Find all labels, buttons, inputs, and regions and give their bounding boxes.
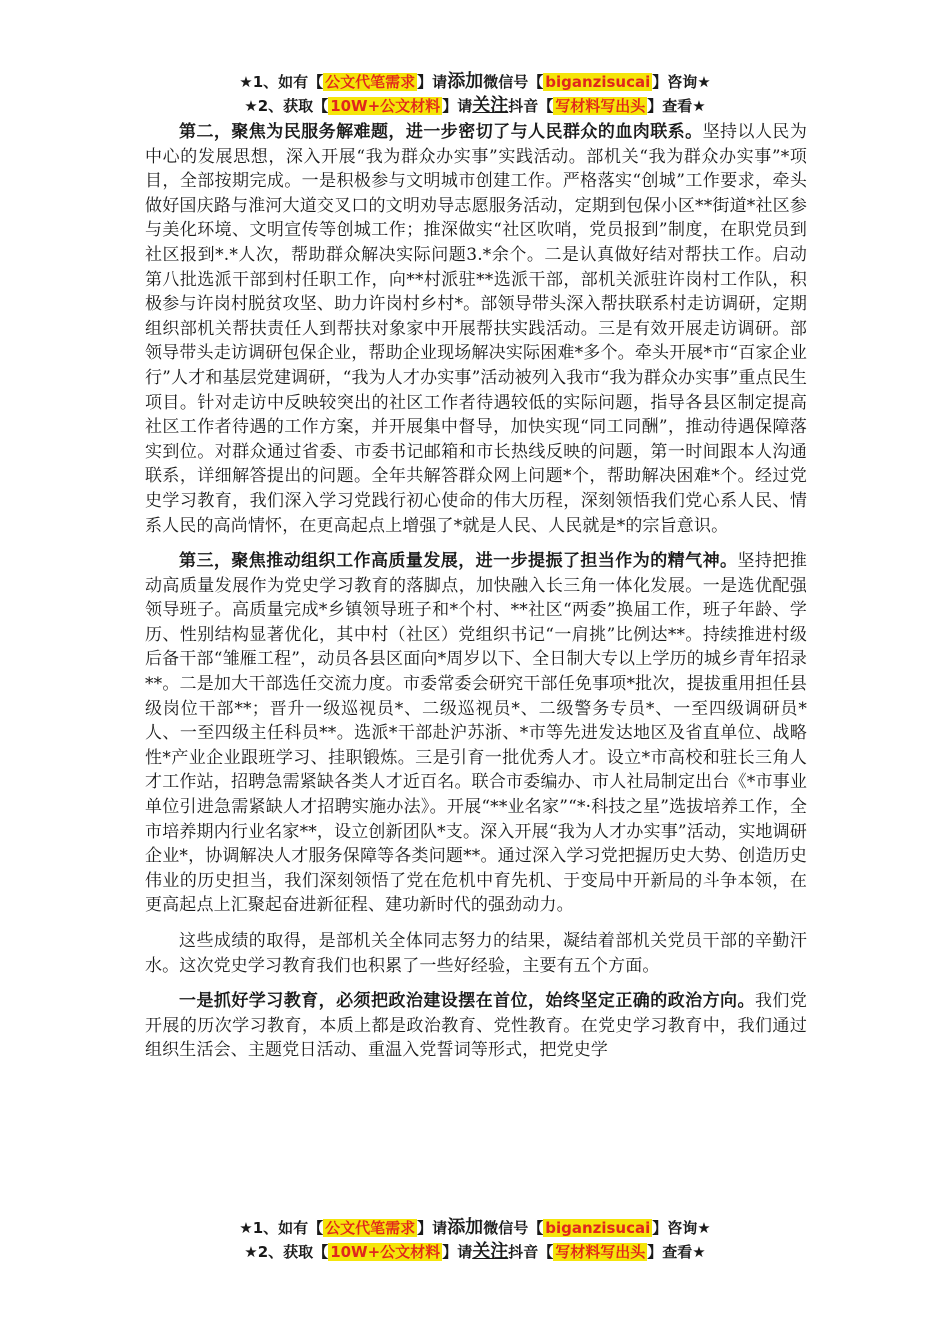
promo-prefix: ★2、获取【: [244, 97, 329, 115]
promo-highlight-service: 公文代笔需求: [325, 73, 416, 91]
promo-text: 微信号【: [483, 1219, 544, 1237]
paragraph-lead: 第二，聚焦为民服务解难题，进一步密切了与人民群众的血肉联系。: [179, 122, 703, 142]
promo-emphasis: 添加: [447, 71, 484, 92]
promo-text: 抖音【: [508, 97, 554, 115]
promo-prefix: ★2、获取【: [244, 1243, 329, 1261]
promo-text: 】请: [442, 1243, 473, 1261]
promo-text: 】请: [417, 1219, 448, 1237]
promo-highlight-douyin-account: 写材料写出头: [555, 97, 646, 115]
promo-highlight-wechat-id: biganzisucai: [545, 1219, 651, 1237]
promo-text: 抖音【: [508, 1243, 554, 1261]
promo-text: 】请: [442, 97, 473, 115]
paragraph-body: 坚持以人民为中心的发展思想，深入开展“我为群众办实事”实践活动。部机关“我为群众办实事”*项目，全部按期完成。一是积极参与文明城市创建工作。严格落实“创城”工作要求，牵头做好国庆路与淮河大道交叉口的文明劝导志愿服务活动，定期到包保小区**街道*社区参与美化环境、文明宣传等创城工作；推深做实“社区吹哨，党员报到”制度，在职党员到社区报到*.*人次，帮助群众解决实际问题3.*余个。二是认真做好结对帮扶工作。启动第八批选派干部到村任职工作，向**村派驻**选派干部，部机关派驻许岗村工作队，积极参与许岗村脱贫攻坚、助力许岗村乡村*。部领导带头深入帮扶联系村走访调研，定期组织部机关帮扶责任人到帮扶对象家中开展帮扶实践活动。三是有效开展走访调研。部领导带头走访调研包保企业，帮助企业现场解决实际困难*多个。牵头开展*市“百家企业行”人才和基层党建调研，“我为人才办实事”活动被列入我市“我为群众办实事”重点民生项目。针对走访中反映较突出的社区工作者待遇较低的实际问题，指导各县区制定提高社区工作者待遇的工作方案，并开展集中督导，加快实现“同工同酬”，推动待遇保障落实到位。对群众通过省委、市委书记邮箱和市长热线反映的问题，第一时间跟本人沟通联系，详细解答提出的问题。全年共解答群众网上问题*个，帮助解决困难*个。经过党史学习教育，我们深入学习党践行初心使命的伟大历程，深刻领悟我们党心系人民、情系人民的高尚情怀，在更高起点上增强了*就是人民、人民就是*的宗旨意识。: [145, 122, 808, 536]
promo-prefix: ★1、如有【: [239, 1219, 324, 1237]
promo-line-2: [0, 94, 950, 118]
promo-suffix: 】查看★: [647, 1243, 706, 1261]
paragraph-body: 坚持把推动高质量发展作为党史学习教育的落脚点，加快融入长三角一体化发展。一是选优配强领导班子。高质量完成*乡镇领导班子和*个村、**社区“两委”换届工作，班子年龄、学历、性别结构显著优化，其中村（社区）党组织书记“一肩挑”比例达**。持续推进村级后备干部“雏雁工程”，动员各县区面向*周岁以下、全日制大专以上学历的城乡青年招录**。二是加大干部选任交流力度。市委常委会研究干部任免事项*批次，提拔重用担任县级岗位干部**；晋升一级巡视员*、二级巡视员*、二级警务专员*、一至四级调研员*人、一至四级主任科员**。选派*干部赴沪苏浙、*市等先进发达地区及省直单位、战略性*产业企业跟班学习、挂职锻炼。三是引育一批优秀人才。设立*市高校和驻长三角人才工作站，招聘急需紧缺各类人才近百名。联合市委编办、市人社局制定出台《*市事业单位引进急需紧缺人才招聘实施办法》。开展“**业名家”“*·科技之星”选拔培养工作，全市培养期内行业名家**，设立创新团队*支。深入开展“我为人才办实事”活动，实地调研企业*，协调解决人才服务保障等各类问题**。通过深入学习党把握历史大势、创造历史伟业的历史担当，我们深刻领悟了党在危机中育先机、于变局中开新局的斗争本领，在更高起点上汇聚起奋进新征程、建功新时代的强劲动力。: [145, 551, 807, 916]
paragraph-third-point: [145, 549, 807, 918]
promo-text: 】请: [417, 73, 448, 91]
promo-highlight-wechat-id: biganzisucai: [545, 73, 651, 91]
promo-text: 微信号【: [483, 73, 544, 91]
document-body: [145, 120, 807, 1063]
promo-line-1: [0, 1216, 950, 1240]
paragraph-body: 这些成绩的取得，是部机关全体同志努力的结果，凝结着部机关党员干部的辛勤汗水。这次党史学习教育我们也积累了一些好经验，主要有五个方面。: [145, 931, 807, 976]
promo-highlight-materials: 10W+公文材料: [330, 97, 441, 115]
promo-line-1: [0, 70, 950, 94]
paragraph-lead: 第三，聚焦推动组织工作高质量发展，进一步提振了担当作为的精气神。: [179, 551, 738, 572]
promo-prefix: ★1、如有【: [239, 73, 324, 91]
promo-emphasis: 关注: [472, 95, 509, 116]
promo-highlight-douyin-account: 写材料写出头: [555, 1243, 646, 1261]
bottom-promo-banner: [0, 1216, 950, 1264]
paragraph-experience-one: [145, 989, 807, 1063]
paragraph-lead: 一是抓好学习教育，必须把政治建设摆在首位，始终坚定正确的政治方向。: [179, 991, 755, 1012]
paragraph-body: 我们党开展的历次学习教育，本质上都是政治教育、党性教育。在党史学习教育中，我们通过组织生活会、主题党日活动、重温入党誓词等形式，把党史学: [145, 991, 807, 1061]
promo-highlight-service: 公文代笔需求: [325, 1219, 416, 1237]
promo-emphasis: 添加: [447, 1217, 484, 1238]
promo-suffix: 】咨询★: [652, 1219, 711, 1237]
paragraph-second-point: [145, 120, 807, 538]
promo-highlight-materials: 10W+公文材料: [330, 1243, 441, 1261]
paragraph-summary: [145, 929, 807, 978]
promo-suffix: 】查看★: [647, 97, 706, 115]
promo-line-2: [0, 1240, 950, 1264]
top-promo-banner: [0, 70, 950, 118]
promo-suffix: 】咨询★: [652, 73, 711, 91]
promo-emphasis: 关注: [472, 1241, 509, 1262]
